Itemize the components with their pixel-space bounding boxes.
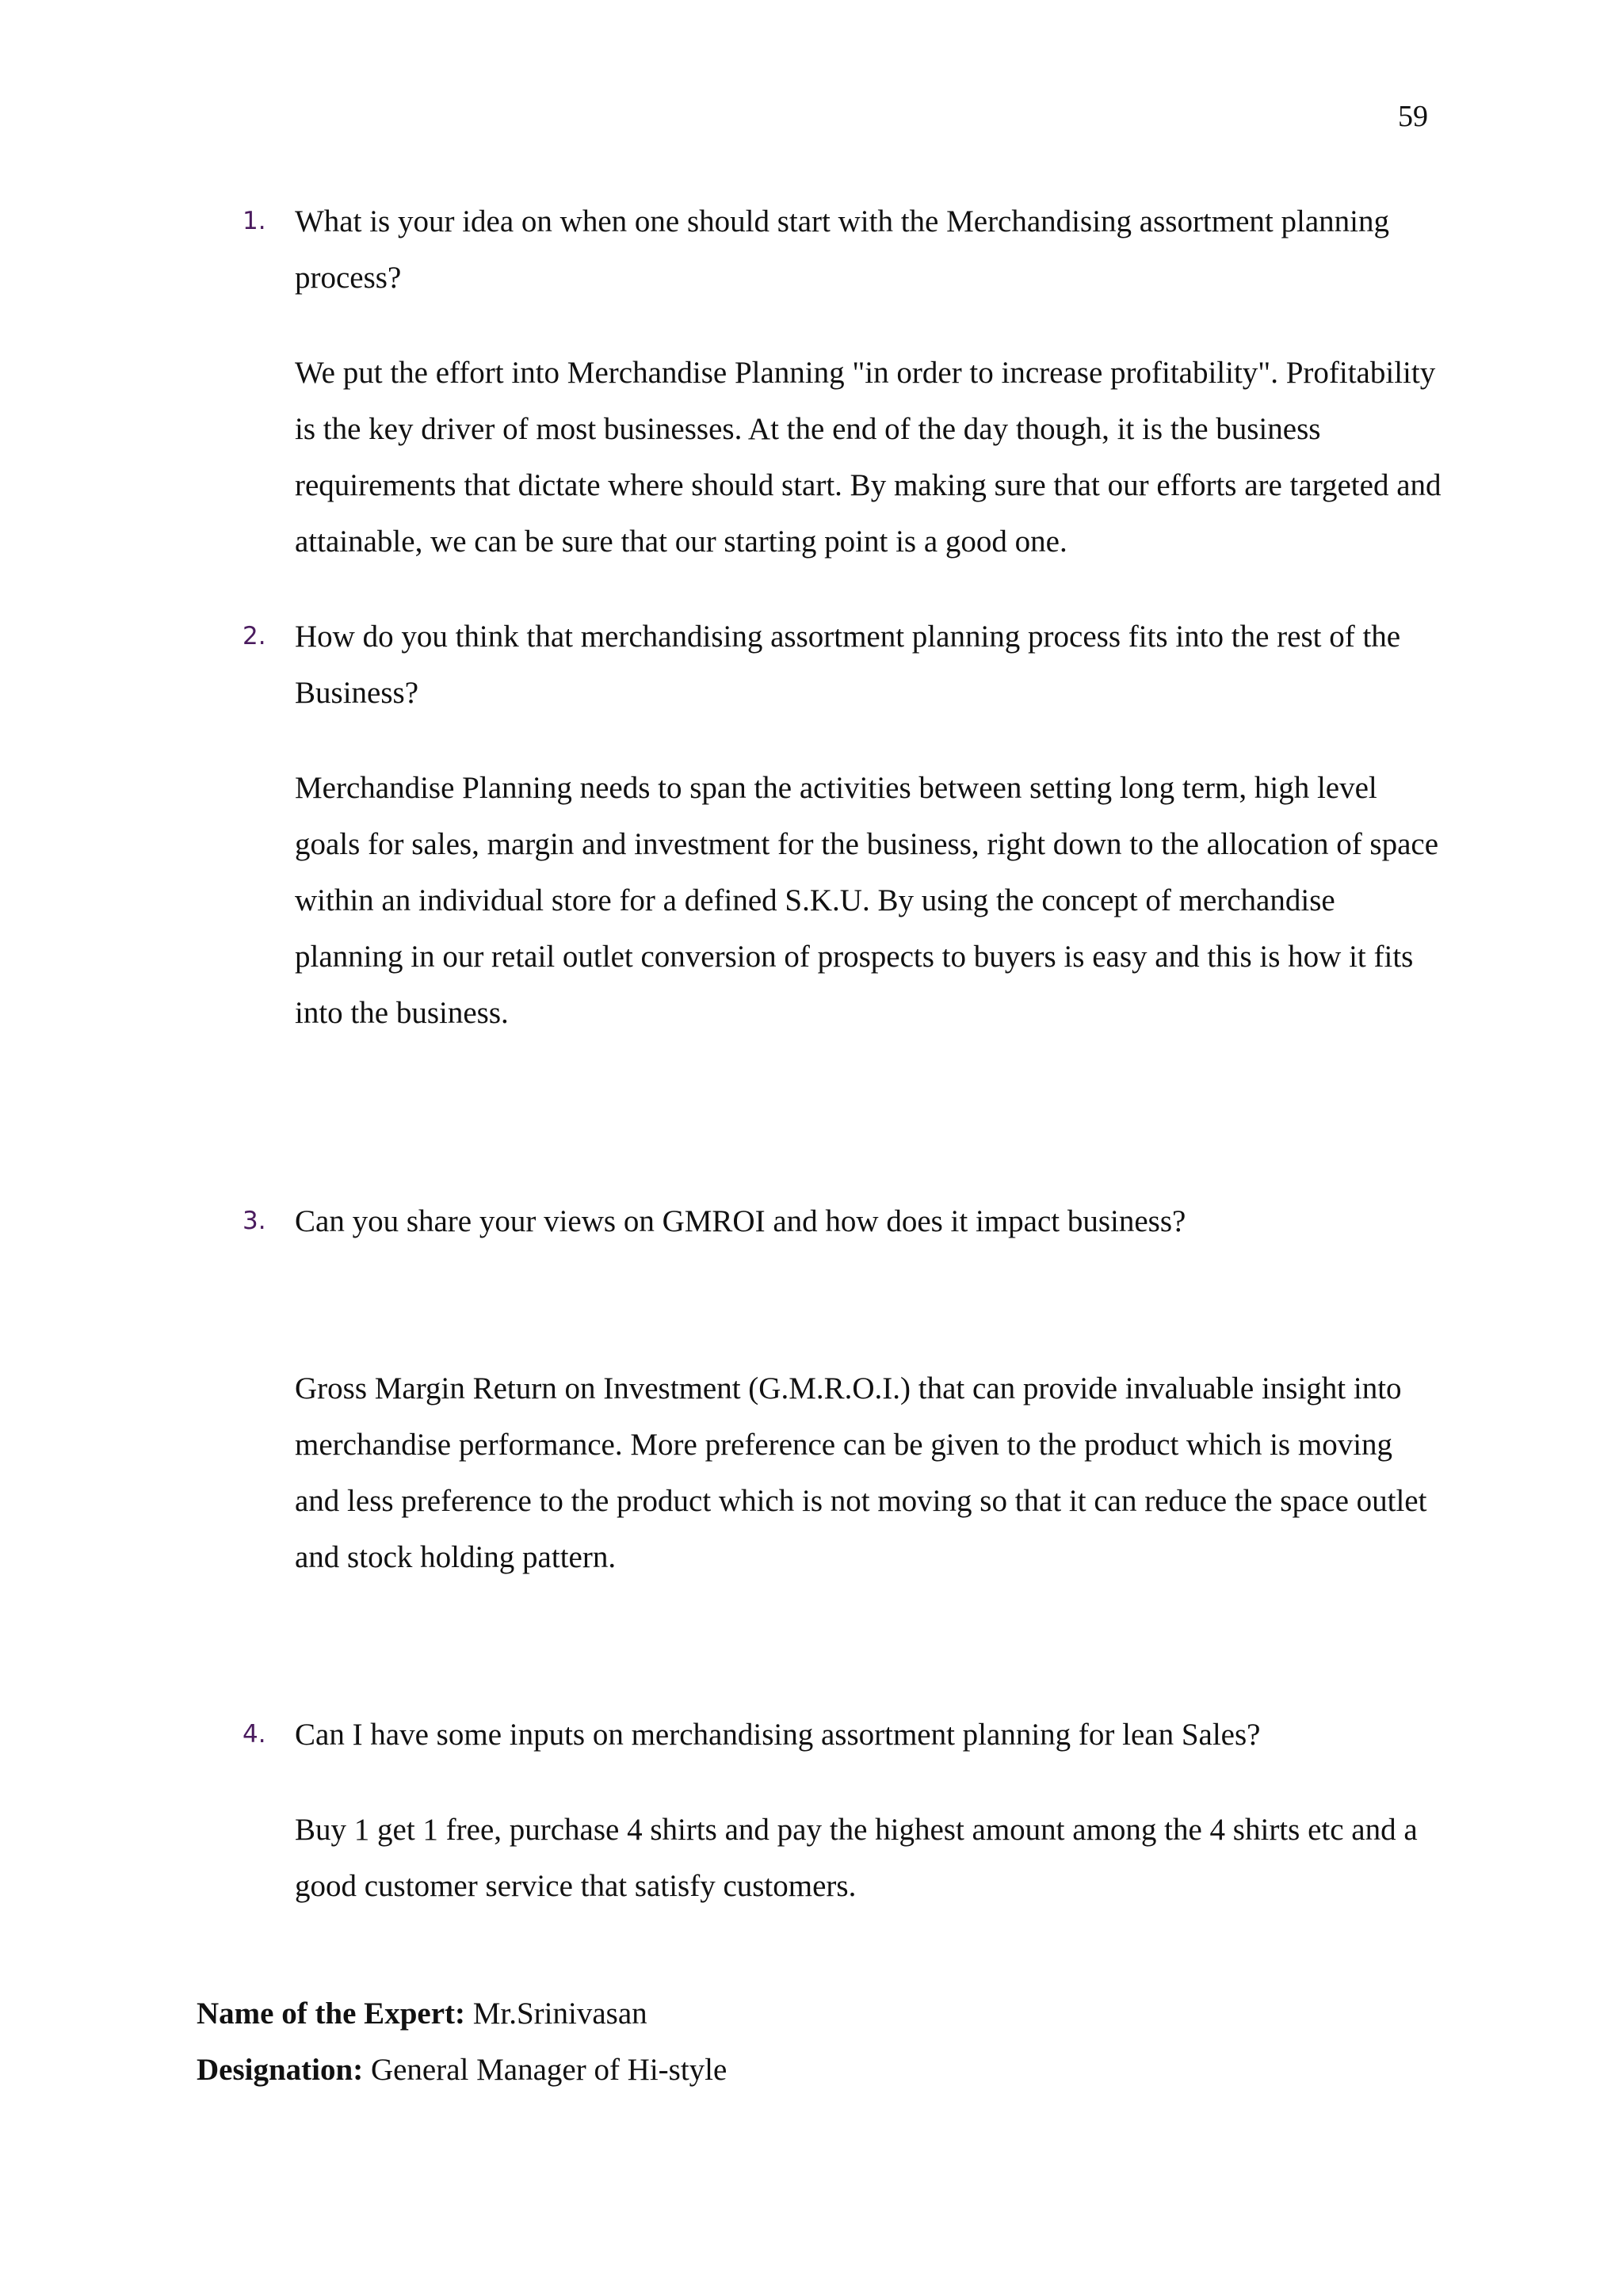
qa-item [242, 608, 1439, 1041]
expert-name-line [197, 1985, 727, 2042]
question-text: What is your idea on when one should start with the Merchandising assortment planning process? [295, 204, 1389, 295]
expert-designation-value: General Manager of Hi-style [363, 2053, 727, 2087]
answer-text: Gross Margin Return on Investment (G.M.R.O.I.) that can provide invaluable insight into merchandise performance. More preference can be given to the product which is moving and less preference to the product which is not moving so that it can reduce the space outlet and stock holding pattern. [295, 1371, 1427, 1574]
answer-text: Buy 1 get 1 free, purchase 4 shirts and pay the highest amount among the 4 shirts etc and a good customer service that satisfy customers. [295, 1813, 1418, 1903]
qa-item [242, 193, 1442, 570]
expert-name-label: Name of the Expert: [197, 1997, 465, 2031]
interview-qa-list [242, 193, 1442, 1914]
expert-name-value: Mr.Srinivasan [464, 1997, 647, 2031]
expert-info [197, 1985, 727, 2098]
question-text: How do you think that merchandising assortment planning process fits into the rest of the Business? [295, 620, 1401, 710]
question-number: 1. [242, 207, 266, 235]
qa-item [242, 1707, 1431, 1914]
qa-item [242, 1193, 1431, 1585]
answer-text: We put the effort into Merchandise Planning "in order to increase profitability". Profitability is the key driver of most businesses. At the end of the day though, it is the business requirements that dictate where should start. By making sure that our efforts are targeted and attainable, we can be sure that our starting point is a good one. [295, 356, 1442, 559]
expert-designation-line [197, 2042, 727, 2098]
question-number: 3. [242, 1207, 266, 1235]
question-number: 4. [242, 1720, 266, 1749]
question-text: Can I have some inputs on merchandising assortment planning for lean Sales? [295, 1718, 1261, 1752]
answer-text: Merchandise Planning needs to span the activities between setting long term, high level goals for sales, margin and investment for the business, right down to the allocation of space within an individual store for a defined S.K.U. By using the concept of merchandise planning in our retail outlet conversion of prospects to buyers is easy and this is how it fits into the business. [295, 771, 1439, 1030]
question-text: Can you share your views on GMROI and how does it impact business? [295, 1204, 1186, 1238]
expert-designation-label: Designation: [197, 2053, 364, 2087]
page-number: 59 [1398, 100, 1428, 133]
question-number: 2. [242, 622, 266, 650]
